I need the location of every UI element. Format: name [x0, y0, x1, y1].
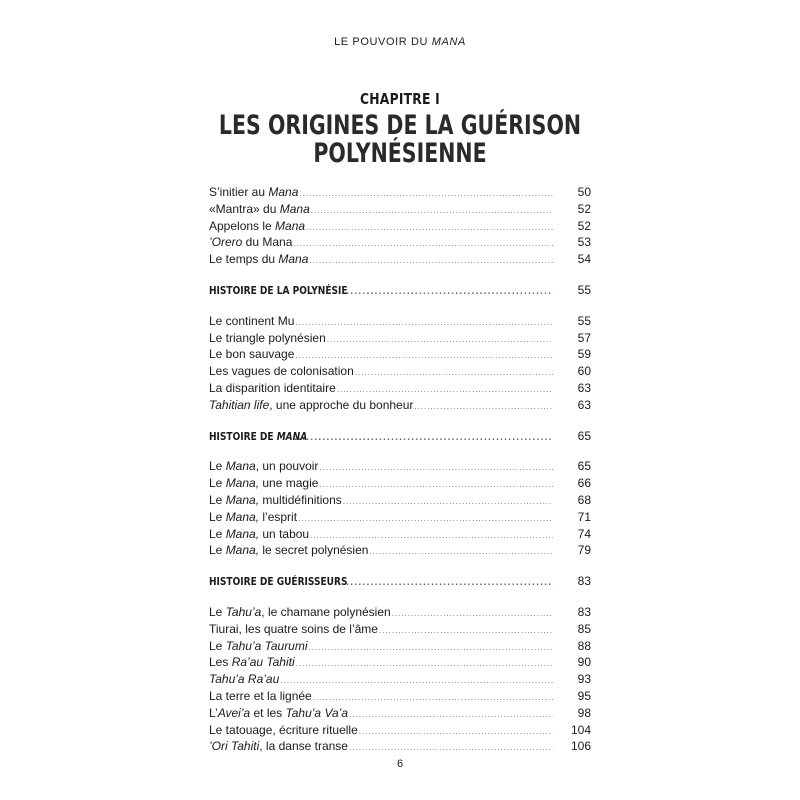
toc-page-number: 83: [577, 574, 591, 589]
toc-entry-text: Le: [209, 638, 226, 653]
toc-entry[interactable]: [209, 722, 591, 739]
dot-leader: [334, 575, 553, 592]
toc-entry-text-after: du Mana: [242, 235, 293, 250]
toc-page-number: 60: [577, 364, 591, 379]
toc-entry[interactable]: [209, 542, 591, 559]
dot-leader: [296, 656, 553, 673]
toc-page-number: 79: [577, 543, 591, 558]
toc-entry[interactable]: [209, 654, 591, 671]
toc-page-number: 63: [577, 397, 591, 412]
dot-leader: [313, 690, 553, 707]
running-head-italic: MANA: [431, 36, 466, 48]
dot-leader: [319, 477, 553, 494]
toc-entry[interactable]: [209, 604, 591, 621]
toc-entry[interactable]: [209, 705, 591, 722]
spacer: [209, 590, 591, 604]
toc-entry-italic: Mana: [279, 201, 310, 216]
toc-entry-text-after: l’esprit: [259, 509, 298, 524]
spacer: [209, 559, 591, 573]
toc-entry[interactable]: [209, 363, 591, 380]
toc-entry-italic: Tahu’a: [225, 604, 262, 619]
toc-entry[interactable]: [209, 397, 591, 414]
toc-entry-text-after: , une approche du bonheur: [269, 397, 414, 412]
toc-page-number: 71: [577, 509, 591, 524]
toc-entry-text: Appelons le: [209, 218, 276, 233]
toc-entry[interactable]: [209, 184, 591, 201]
toc-entry[interactable]: [209, 330, 591, 347]
dot-leader: [306, 220, 553, 237]
toc-entry-text: «Mantra» du: [209, 201, 280, 216]
dot-leader: [309, 253, 553, 270]
toc-entry-text: La disparition identitaire: [209, 380, 336, 395]
toc-page-number: 66: [577, 476, 591, 491]
toc-entry-text: Le: [209, 509, 226, 524]
toc-page-number: 63: [577, 380, 591, 395]
toc-entry-text: Le continent Mu: [209, 313, 295, 328]
toc-entry-text: Le: [209, 604, 226, 619]
dot-leader: [334, 284, 553, 301]
toc-entry-text-after: le secret polynésien: [259, 543, 369, 558]
toc-page-number: 83: [577, 604, 591, 619]
toc-page-number: 104: [570, 722, 591, 737]
dot-leader: [349, 740, 553, 757]
dot-leader: [299, 186, 553, 203]
section-title-italic: MANA: [276, 430, 308, 443]
toc-entry-italic: Tahitian life: [209, 397, 270, 412]
toc-entry[interactable]: [209, 218, 591, 235]
toc-entry[interactable]: [209, 492, 591, 509]
section-title: HISTOIRE DE LA POLYNÉSIE: [209, 284, 348, 297]
toc-entry-italic: Mana,: [225, 543, 260, 558]
section-title: HISTOIRE DE GUÉRISSEURS: [209, 576, 348, 589]
toc-entry-italic: Tahu’a Ra’au: [209, 672, 280, 687]
chapter-title-line-1: LES ORIGINES DE LA GUÉRISON: [218, 110, 582, 141]
toc-entry[interactable]: [209, 638, 591, 655]
toc-entry[interactable]: [209, 458, 591, 475]
dot-leader: [414, 399, 553, 416]
toc-page-number: 52: [577, 201, 591, 216]
dot-leader: [298, 511, 553, 528]
toc-entry-text: Le: [209, 459, 226, 474]
running-head: [0, 36, 800, 48]
toc-entry-italic: Mana: [268, 185, 299, 199]
page-number: 6: [396, 758, 404, 770]
toc-page-number: 74: [577, 526, 591, 541]
running-head-text: LE POUVOIR DU: [334, 36, 432, 48]
toc-entry[interactable]: [209, 201, 591, 218]
toc-page-number: 57: [577, 330, 591, 345]
chapter-title-line-2: POLYNÉSIENNE: [313, 138, 487, 169]
toc-entry-text-after: , la danse transe: [259, 739, 348, 754]
table-of-contents: [209, 184, 591, 755]
toc-entry[interactable]: [209, 688, 591, 705]
dot-leader: [327, 332, 553, 349]
toc-entry[interactable]: [209, 671, 591, 688]
toc-entry[interactable]: [209, 234, 591, 251]
toc-entry-italic: Mana,: [225, 476, 260, 491]
toc-entry-text: Le tatouage, écriture rituelle: [209, 722, 358, 737]
chapter-title: [96, 112, 704, 168]
toc-entry-text: Le: [209, 492, 226, 507]
toc-entry[interactable]: [209, 475, 591, 492]
toc-entry-italic: Ra’au Tahiti: [231, 655, 295, 670]
toc-entry-italic: Mana: [278, 252, 309, 267]
dot-leader: [349, 707, 553, 724]
dot-leader: [309, 640, 553, 657]
toc-page-number: 54: [577, 252, 591, 267]
toc-entry[interactable]: [209, 380, 591, 397]
spacer: [209, 444, 591, 458]
toc-entry-text: Les: [209, 655, 232, 670]
toc-entry-text: L’: [209, 705, 218, 720]
toc-entry-text: Tiurai, les quatre soins de l’âme: [209, 621, 378, 636]
toc-entry-text: Les vagues de colonisation: [209, 364, 354, 379]
toc-page-number: 98: [577, 705, 591, 720]
dot-leader: [343, 494, 553, 511]
toc-page-number: 106: [570, 739, 591, 754]
toc-page-number: 65: [577, 459, 591, 474]
toc-entry[interactable]: [209, 509, 591, 526]
toc-entry[interactable]: [209, 621, 591, 638]
toc-page-number: 53: [577, 235, 591, 250]
toc-entry[interactable]: [209, 526, 591, 543]
toc-entry-text: Le triangle polynésien: [209, 330, 326, 345]
toc-entry-text-after: une magie: [259, 476, 319, 491]
toc-section-heading[interactable]: [209, 282, 591, 299]
toc-entry[interactable]: [209, 313, 591, 330]
toc-section-heading[interactable]: [209, 428, 591, 445]
dot-leader: [355, 365, 553, 382]
toc-page-number: 55: [577, 313, 591, 328]
toc-entry-text: S’initier au: [209, 185, 269, 199]
toc-entry-italic: Mana: [225, 459, 256, 474]
toc-entry-text-after: , un pouvoir: [255, 459, 319, 474]
toc-entry-text: La terre et la lignée: [209, 688, 312, 703]
toc-entry-text-after: , le chamane polynésien: [261, 604, 391, 619]
dot-leader: [295, 315, 553, 332]
toc-entry-text: Le: [209, 543, 226, 558]
toc-entry-italic: ’Orero: [209, 235, 243, 250]
spacer: [209, 268, 591, 282]
toc-section1-group: [209, 313, 591, 414]
toc-section-heading[interactable]: [209, 573, 591, 590]
toc-page-number: 59: [577, 347, 591, 362]
toc-page-number: 65: [577, 428, 591, 443]
dot-leader: [359, 724, 553, 741]
toc-entry[interactable]: [209, 738, 591, 755]
toc-entry-italic: Tahu’a Taurumi: [225, 638, 308, 653]
dot-leader: [319, 460, 553, 477]
dot-leader: [293, 236, 553, 253]
toc-entry-italic: Mana,: [225, 492, 260, 507]
toc-page-number: 55: [577, 282, 591, 297]
dot-leader: [280, 673, 553, 690]
dot-leader: [379, 623, 553, 640]
toc-page-number: 88: [577, 638, 591, 653]
dot-leader: [369, 544, 553, 561]
toc-entry-text-after: un tabou: [259, 526, 310, 541]
toc-entry-text: Le: [209, 476, 226, 491]
toc-section2-group: [209, 458, 591, 559]
toc-entry[interactable]: [209, 346, 591, 363]
toc-entry-text-after: et les: [250, 705, 286, 720]
toc-entry-italic-2: Tahu’a Va’a: [285, 705, 349, 720]
toc-page-number: 68: [577, 492, 591, 507]
toc-intro-group: [209, 184, 591, 268]
toc-entry-text: Le temps du: [209, 252, 279, 267]
dot-leader: [392, 606, 553, 623]
toc-entry-text-after: multidéfinitions: [259, 492, 342, 507]
toc-entry-italic: Mana,: [225, 509, 260, 524]
toc-page-number: 52: [577, 218, 591, 233]
toc-entry-text: Le bon sauvage: [209, 347, 295, 362]
dot-leader: [311, 203, 553, 220]
section-title: HISTOIRE DE: [209, 430, 277, 443]
chapter-label: CHAPITRE I: [359, 90, 441, 108]
toc-page-number: 90: [577, 655, 591, 670]
spacer: [209, 414, 591, 428]
toc-page-number: 50: [577, 185, 591, 199]
toc-page-number: 85: [577, 621, 591, 636]
toc-entry-italic: Mana,: [225, 526, 260, 541]
toc-page-number: 93: [577, 672, 591, 687]
dot-leader: [294, 430, 553, 447]
toc-entry-italic: Avei’a: [217, 705, 251, 720]
toc-section3-group: [209, 604, 591, 755]
toc-page-number: 95: [577, 688, 591, 703]
spacer: [209, 299, 591, 313]
toc-entry-text: Le: [209, 526, 226, 541]
toc-entry-italic: Mana: [275, 218, 306, 233]
toc-entry-italic: ’Ori Tahiti: [209, 739, 260, 754]
toc-entry[interactable]: [209, 251, 591, 268]
